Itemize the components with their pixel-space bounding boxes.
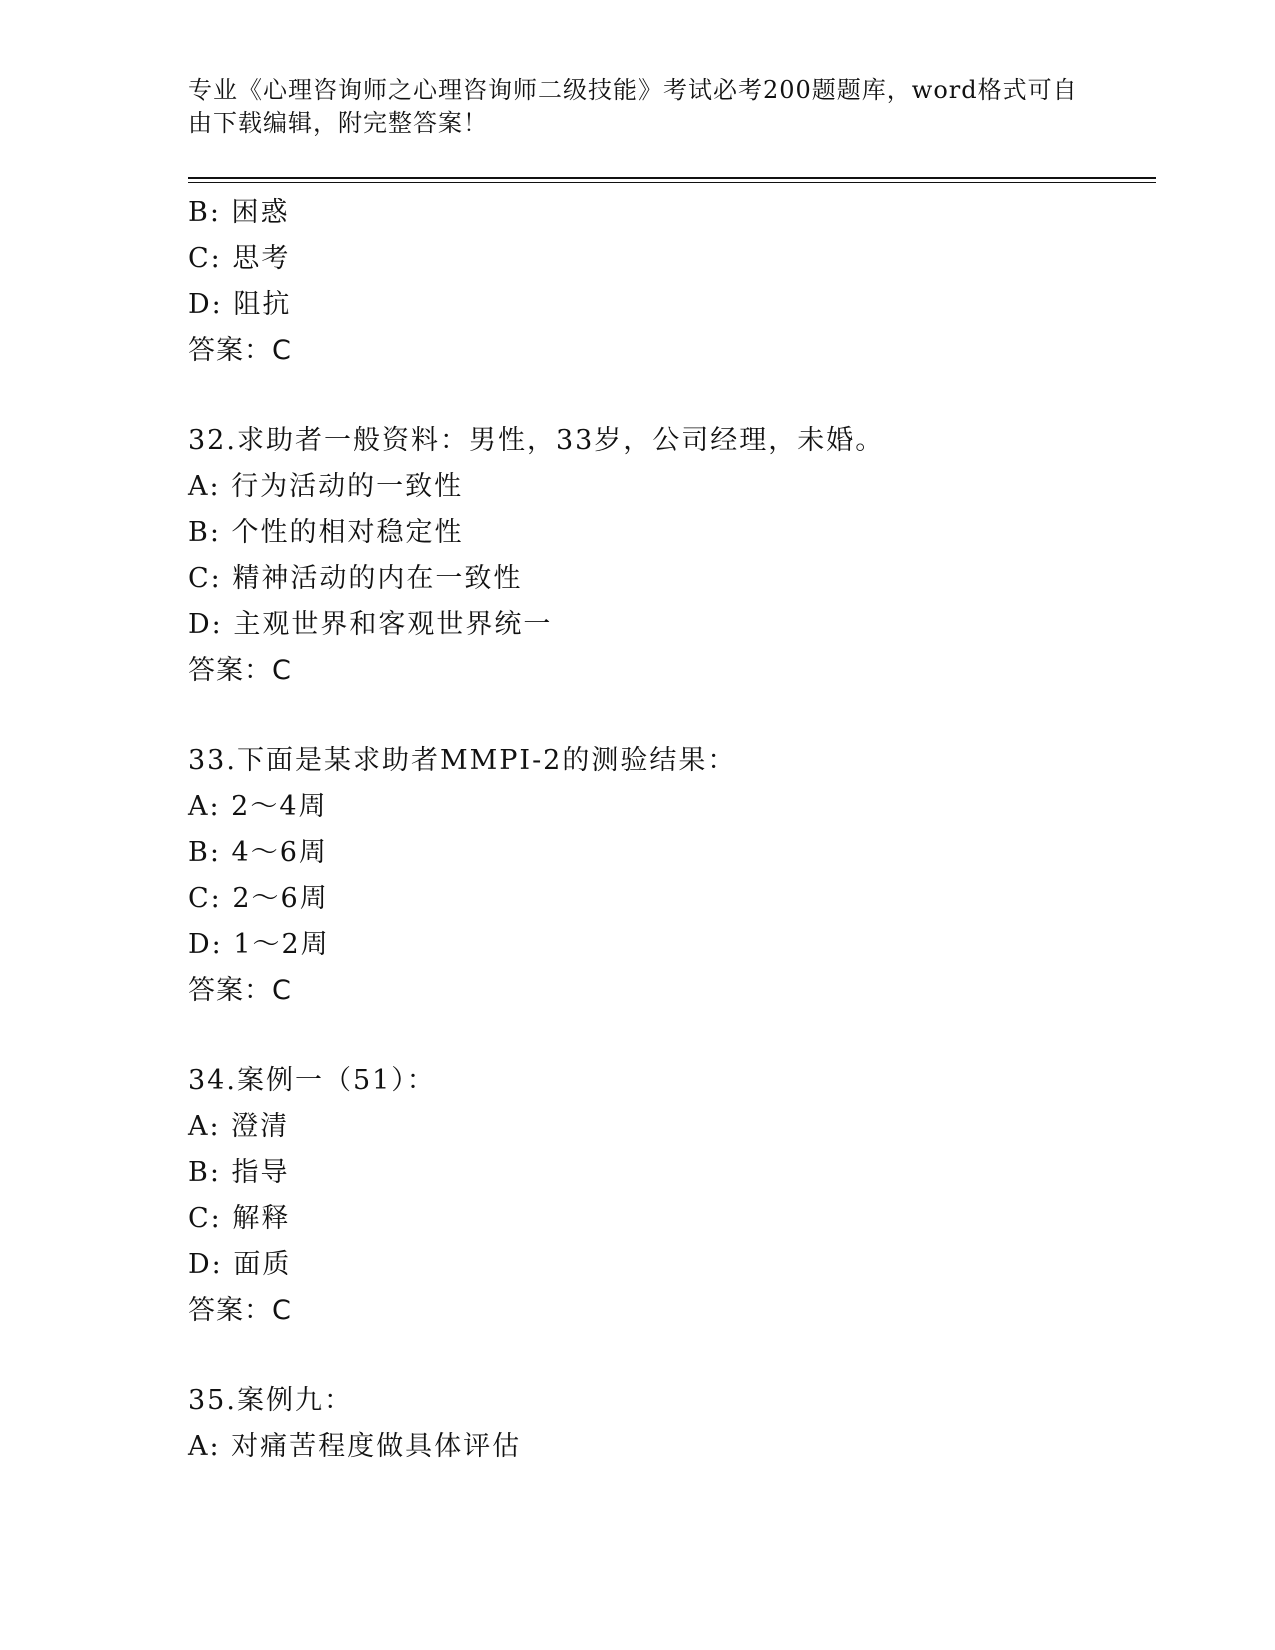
answer-line: 答案：C — [188, 655, 292, 686]
spacer — [188, 374, 1156, 418]
option-c: C: 思考 — [188, 243, 291, 274]
document-header — [188, 74, 1078, 140]
question-stem: 35.案例九： — [188, 1385, 353, 1416]
option-d: D: 阻抗 — [188, 289, 292, 320]
option-c: C: 解释 — [188, 1203, 291, 1234]
answer-line: 答案：C — [188, 335, 292, 366]
header-line-2: 由下载编辑，附完整答案！ — [188, 109, 488, 137]
option-a: A: 2～4周 — [188, 791, 328, 822]
option-b: B: 4～6周 — [188, 837, 328, 868]
spacer — [188, 694, 1156, 738]
spacer — [188, 1014, 1156, 1058]
question-list — [188, 190, 1156, 1470]
question-stem: 34.案例一（51）： — [188, 1065, 436, 1096]
question-block-31-continued — [188, 190, 1156, 374]
question-block-34 — [188, 1058, 1156, 1334]
option-d: D: 1～2周 — [188, 929, 330, 960]
option-d: D: 主观世界和客观世界统一 — [188, 609, 553, 640]
option-b: B: 指导 — [188, 1157, 290, 1188]
header-divider-thick — [188, 177, 1156, 179]
spacer — [188, 1334, 1156, 1378]
option-a: A: 澄清 — [188, 1111, 290, 1142]
option-a: A: 对痛苦程度做具体评估 — [188, 1431, 522, 1462]
question-stem: 32.求助者一般资料：男性，33岁，公司经理，未婚。 — [188, 425, 885, 456]
option-a: A: 行为活动的一致性 — [188, 471, 464, 502]
answer-line: 答案：C — [188, 1295, 292, 1326]
answer-line: 答案：C — [188, 975, 292, 1006]
question-block-32 — [188, 418, 1156, 694]
option-c: C: 2～6周 — [188, 883, 329, 914]
header-divider-thin — [188, 182, 1156, 183]
question-stem: 33.下面是某求助者MMPI-2的测验结果： — [188, 745, 737, 776]
header-line-1: 专业《心理咨询师之心理咨询师二级技能》考试必考200题题库，word格式可自 — [188, 76, 1078, 104]
option-b: B: 困惑 — [188, 197, 290, 228]
option-d: D: 面质 — [188, 1249, 292, 1280]
question-block-33 — [188, 738, 1156, 1014]
question-block-35 — [188, 1378, 1156, 1470]
option-b: B: 个性的相对稳定性 — [188, 517, 464, 548]
option-c: C: 精神活动的内在一致性 — [188, 563, 523, 594]
